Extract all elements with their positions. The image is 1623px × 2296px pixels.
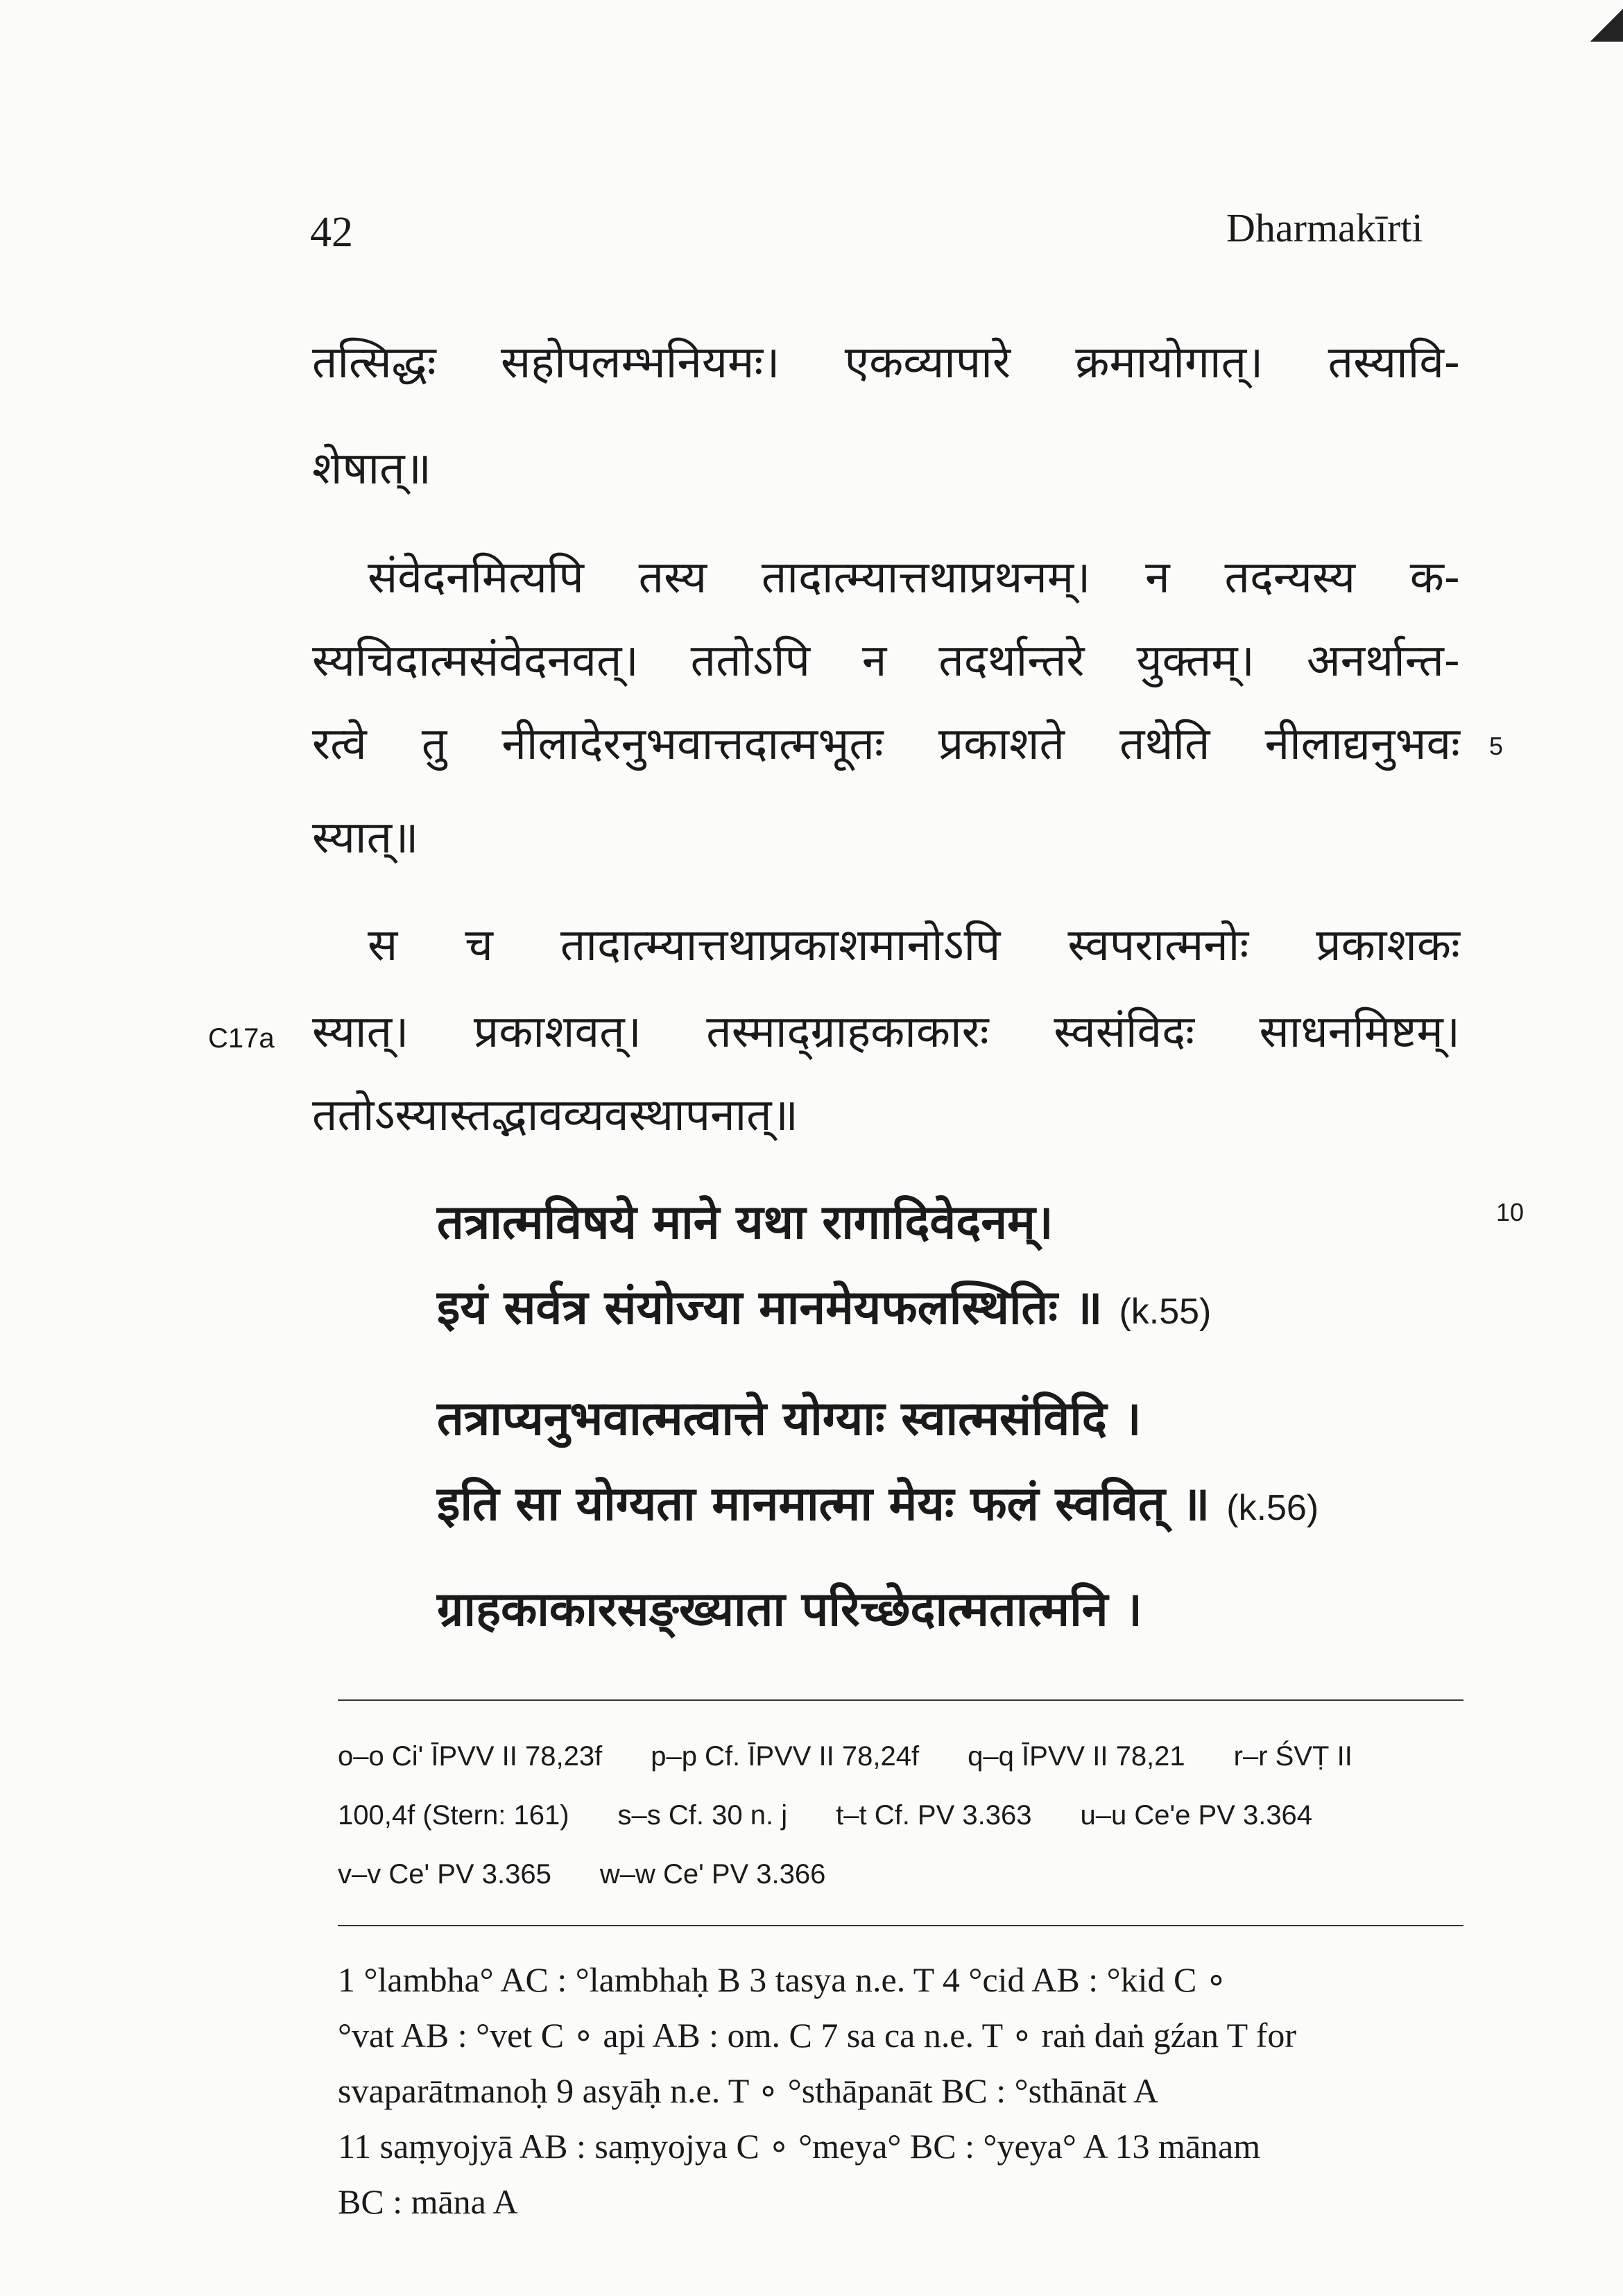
verse-line: ग्राहकाकारसङ्ख्याता परिच्छेदात्मतात्मनि । [437,1582,1142,1637]
verse-text: इति सा योग्यता मानमात्मा मेयः फलं स्ववित् ॥ [437,1477,1210,1532]
verse-number: (k.55) [1119,1292,1212,1332]
apparatus-line: BC : māna A [338,2182,518,2221]
verse-line: तत्राप्यनुभवात्मत्वात्ते योग्याः स्वात्मसंविदि । [437,1391,1142,1446]
page-corner-shadow [1581,0,1623,42]
page-number: 42 [310,209,353,256]
apparatus-line: 11 saṃyojyā AB : saṃyojya C ∘ °meya° BC : °yeya° A 13 mānam [338,2127,1261,2166]
prose-line: तत्सिद्धः सहोपलम्भनियमः। एकव्यापारे क्रमायोगात्। तस्यावि- [312,337,1460,388]
prose-line: स च तादात्म्यात्तथाप्रकाशमानोऽपि स्वपरात्मनोः प्रकाशकः [368,920,1460,971]
apparatus-line: svaparātmanoḥ 9 asyāḥ n.e. T ∘ °sthāpanāt BC : °sthānāt A [338,2071,1159,2110]
testimonia-line: v–v Ce' PV 3.365 w–w Ce' PV 3.366 [338,1859,826,1890]
prose-line: शेषात्॥ [312,443,431,495]
apparatus-line: 1 °lambha° AC : °lambhaḥ B 3 tasya n.e. T 4 °cid AB : °kid C ∘ [338,1960,1228,1999]
prose-line: स्यात्॥ [312,812,419,864]
folio-siglum: C17a [208,1023,275,1054]
apparatus-rule [338,1925,1463,1926]
apparatus-line: °vat AB : °vet C ∘ api AB : om. C 7 sa ca n.e. T ∘ raṅ daṅ gźan T for [338,2016,1297,2055]
prose-line: स्यचिदात्मसंवेदनवत्। ततोऽपि न तदर्थान्तरे युक्तम्। अनर्थान्त- [312,635,1460,687]
running-title: Dharmakīrti [1226,205,1423,250]
verse-number: (k.56) [1226,1488,1319,1528]
prose-line: ततोऽस्यास्तद्भावव्यवस्थापनात्॥ [312,1090,798,1141]
line-number-10: 10 [1496,1198,1525,1226]
verse-line [437,1469,1319,1534]
prose-line: रत्वे तु नीलादेरनुभवात्तदात्मभूतः प्रकाशते तथेति नीलाद्यनुभवः [312,719,1460,770]
testimonia-line: o–o Ci' ĪPVV II 78,23f p–p Cf. ĪPVV II 78,24f q–q ĪPVV II 78,21 r–r ŚVṬ II [338,1741,1352,1772]
prose-line: संवेदनमित्यपि तस्य तादात्म्यात्तथाप्रथनम्। न तदन्यस्य क- [368,552,1460,603]
footnote-rule [338,1699,1463,1701]
verse-line: तत्रात्मविषये माने यथा रागादिवेदनम्। [437,1195,1054,1250]
verse-line [437,1273,1211,1337]
line-number-5: 5 [1489,732,1504,760]
prose-line: स्यात्। प्रकाशवत्। तस्माद्ग्राहकाकारः स्वसंविदः साधनमिष्टम्। [312,1006,1460,1058]
testimonia-line: 100,4f (Stern: 161) s–s Cf. 30 n. j t–t Cf. PV 3.363 u–u Ce'e PV 3.364 [338,1800,1313,1831]
verse-text: इयं सर्वत्र संयोज्या मानमेयफलस्थितिः ॥ [437,1280,1103,1335]
